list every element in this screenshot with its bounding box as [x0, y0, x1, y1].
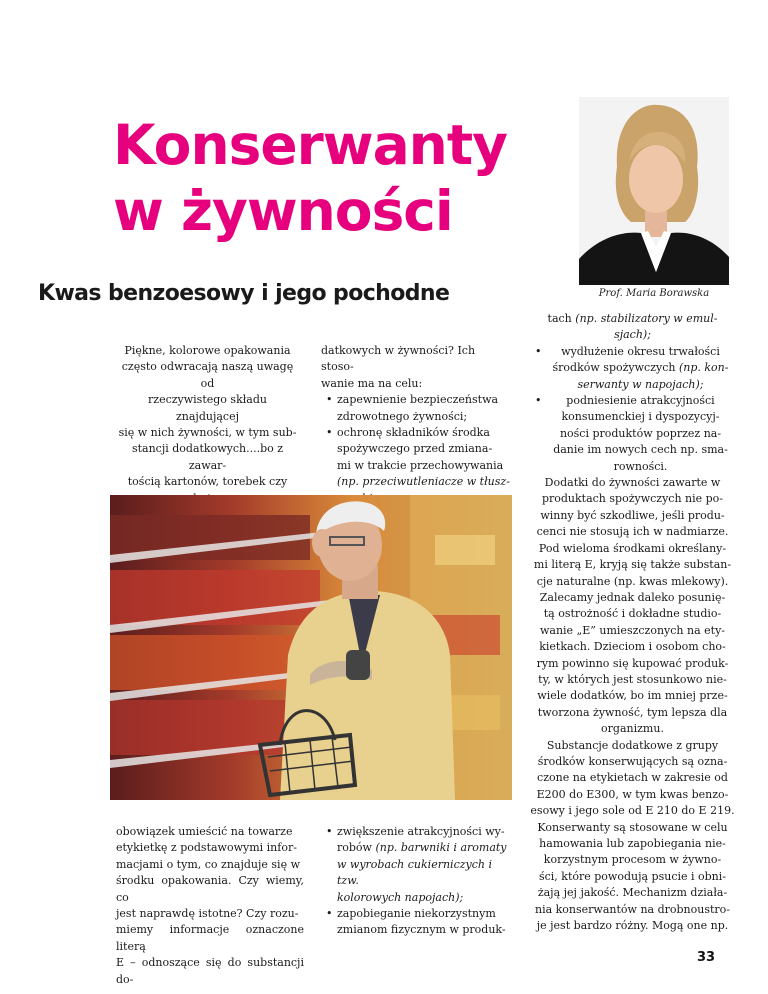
- text-line: kietkach. Dzieciom i osobom cho-: [539, 640, 726, 654]
- list-item: [321, 824, 511, 906]
- text-line: korzystnym procesom w żywno-: [543, 853, 722, 867]
- text-line: E – odnoszące się do substancji do-: [116, 956, 304, 986]
- text-line: tością kartonów, torebek czy: [127, 475, 288, 489]
- example-text: sjach);: [614, 328, 651, 342]
- list-item: [530, 344, 735, 393]
- text-line: Zalecamy jednak daleko posunię-: [539, 590, 726, 604]
- column-2-bottom: [321, 824, 511, 939]
- text-line: się w nich żywności, w tym sub-: [118, 426, 297, 440]
- text-line: Konserwanty są stosowane w celu: [537, 820, 728, 834]
- text-line: wiele dodatków, bo im mniej prze-: [537, 689, 728, 703]
- example-text: (np. kon-: [678, 361, 729, 375]
- text-line: rowności.: [613, 459, 668, 473]
- text-line: ty, w których jest stosunkowo nie-: [538, 672, 727, 686]
- text-line: ochronę składników środka: [337, 426, 490, 440]
- author-portrait: [579, 97, 729, 285]
- goal-list-end: [530, 344, 735, 475]
- text-line: winny być szkodliwe, jeśli produ-: [540, 508, 725, 522]
- text-line: nia konserwantów na drobnoustro-: [534, 902, 730, 916]
- text-line: zmianom fizycznym w produk-: [337, 923, 506, 937]
- paragraph: [321, 343, 511, 392]
- example-text: (np. przeciwutleniacze w tłusz-: [337, 475, 510, 489]
- text-line: wanie „E” umieszczonych na ety-: [539, 623, 726, 637]
- column-1-bottom: [116, 824, 304, 988]
- text-line: zapewnienie bezpieczeństwa: [337, 393, 499, 407]
- text-line: zdrowotnego żywności;: [337, 409, 468, 423]
- text-line: robów: [337, 841, 376, 855]
- text-line: produktach spożywczych nie po-: [541, 492, 724, 506]
- text-line: zwiększenie atrakcyjności wy-: [337, 825, 505, 838]
- text-line: Dodatki do żywności zawarte w: [544, 476, 721, 490]
- text-line: środku opakowania. Czy wiemy, co: [116, 874, 304, 904]
- text-line: danie im nowych cech np. sma-: [553, 443, 728, 457]
- example-text: serwanty w napojach);: [577, 377, 704, 391]
- column-3: [530, 311, 735, 934]
- text-line: datkowych w żywności? Ich stoso-: [321, 344, 476, 374]
- text-line: organizmu.: [601, 722, 664, 736]
- text-line: środków spożywczych: [552, 361, 679, 375]
- text-line: tworzona żywność, tym lepsza dla: [537, 705, 728, 719]
- text-line: czone na etykietach w zakresie od: [537, 771, 728, 785]
- text-line: środków konserwujących są ozna-: [537, 754, 728, 768]
- text-line: Pod wieloma środkami określany-: [538, 541, 727, 555]
- example-text: (np. stabilizatory w emul-: [575, 312, 718, 325]
- title-line-1: Konserwanty: [113, 113, 507, 177]
- article-title: [113, 112, 507, 244]
- text-line: rzeczywistego składu znajdującej: [148, 393, 267, 423]
- list-item: [321, 392, 511, 425]
- paragraph: [530, 475, 735, 738]
- title-line-2: w żywności: [113, 179, 453, 243]
- text-line: zapobieganie niekorzystnym: [337, 907, 496, 921]
- article-photo: [110, 495, 512, 800]
- text-line: jest naprawdę istotne? Czy rozu-: [116, 907, 299, 921]
- text-line: ści, które powodują psucie i obni-: [538, 869, 727, 883]
- text-line: hamowania lub zapobiegania nie-: [539, 837, 726, 850]
- paragraph: [530, 738, 735, 935]
- text-line: obowiązek umieścić na towarze: [116, 825, 293, 838]
- text-line: spożywczego przed zmiana-: [337, 442, 493, 456]
- column-2-top: [321, 343, 511, 507]
- text-line: mi w trakcie przechowywania: [337, 458, 504, 472]
- text-line: cje naturalne (np. kwas mlekowy).: [536, 574, 729, 588]
- text-line: wydłużenie okresu trwałości: [561, 344, 720, 358]
- text-line: mi literą E, kryją się także substan-: [533, 558, 732, 572]
- example-text: kolorowych napojach);: [337, 890, 464, 904]
- page-number: 33: [697, 950, 716, 965]
- text-line: esowy i jego sole od E 210 do E 219.: [530, 804, 735, 818]
- text-line: cenci nie stosują ich w nadmiarze.: [536, 525, 729, 539]
- text-line: konsumenckiej i dyspozycyj-: [561, 410, 720, 424]
- list-item: [321, 906, 511, 939]
- text-line: stancji dodatkowych....bo z zawar-: [131, 442, 284, 472]
- text-line: Substancje dodatkowe z grupy: [546, 738, 719, 752]
- text-line: wanie ma na celu:: [321, 376, 423, 390]
- text-line: często odwracają naszą uwagę od: [121, 360, 294, 390]
- text-line: Piękne, kolorowe opakowania: [124, 344, 291, 357]
- goal-list-continued: [321, 824, 511, 939]
- text-line: podniesienie atrakcyjności: [566, 394, 715, 408]
- article-subtitle: Kwas benzoesowy i jego pochodne: [38, 281, 450, 306]
- text-line: je jest bardzo różny. Mogą one np.: [536, 919, 729, 933]
- text-line: tą ostrożność i dokładne studio-: [543, 607, 722, 621]
- text-line: etykietkę z podstawowymi infor-: [116, 841, 297, 855]
- text-line: macjami o tym, co znajduje się w: [116, 857, 300, 871]
- list-item: [530, 393, 735, 475]
- example-text: (np. barwniki i aromaty: [375, 841, 507, 855]
- text-line: miemy informacje oznaczone literą: [116, 923, 304, 953]
- text-line: ności produktów poprzez na-: [559, 426, 722, 440]
- paragraph: [530, 311, 735, 344]
- goal-list: [321, 392, 511, 507]
- paragraph: [116, 824, 304, 988]
- author-caption: Prof. Maria Borawska: [598, 288, 710, 299]
- text-line: żają jej jakość. Mechanizm działa-: [537, 886, 728, 900]
- text-line: E200 do E300, w tym kwas benzo-: [536, 787, 729, 801]
- text-line: tach: [547, 312, 576, 325]
- example-text: w wyrobach cukierniczych i tzw.: [337, 857, 492, 888]
- text-line: rym powinno się kupować produk-: [536, 656, 729, 670]
